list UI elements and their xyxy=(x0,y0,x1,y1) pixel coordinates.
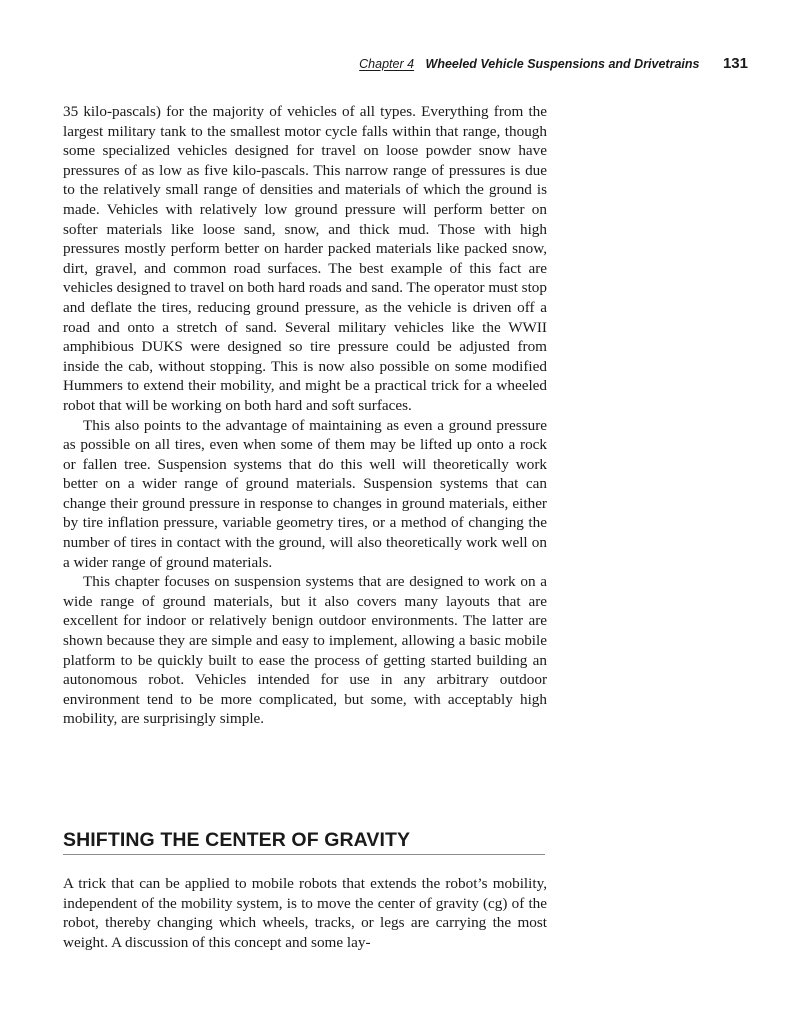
chapter-title: Wheeled Vehicle Suspensions and Drivetrains xyxy=(425,57,700,71)
paragraph-1: 35 kilo-pascals) for the majority of vehicles of all types. Everything from the largest military tank to the smallest motor cycle falls within that range, though some specialized vehicles designed for travel on loose powder snow have pressures of as low as five kilo-pascals. This narrow range of pressures is due to the relatively small range of densities and materials of which the ground is made. Vehicles with relatively low ground pressure will perform better on softer materials like loose sand, snow, and thick mud. Those with high pressures mostly perform better on harder packed materials like packed snow, dirt, gravel, and common road surfaces. The best example of this fact are vehicles designed to travel on both hard roads and sand. The operator must stop and deflate the tires, reducing ground pressure, as the vehicle is driven off a road and onto a stretch of sand. Several military vehicles like the WWII amphibious DUKS were designed so tire pressure could be adjusted from inside the cab, without stopping. This is now also possible on some modified Hummers to extend their mobility, and might be a practical trick for a wheeled robot that will be working on both hard and soft surfaces. xyxy=(63,103,547,414)
paragraph-2: This also points to the advantage of maintaining as even a ground pressure as possible on all tires, even when some of them may be lifted up onto a rock or fallen tree. Suspension systems that do this well will theoretically work better on a wider range of ground materials. Suspension systems that can change their ground pressure in response to changes in ground materials, either by tire inflation pressure, variable geometry tires, or a method of changing the number of tires in contact with the ground, will also theoretically work well on a wider range of ground materials. xyxy=(63,416,547,571)
chapter-label: Chapter 4 xyxy=(359,57,415,71)
running-header xyxy=(300,55,748,73)
page-number: 131 xyxy=(722,55,748,72)
main-text xyxy=(63,102,547,729)
paragraph-3: This chapter focuses on suspension systems that are designed to work on a wide range of ground materials, but it also covers many layouts that are excellent for indoor or relatively benign outdoor environments. The latter are shown because they are simple and easy to implement, allowing a basic mobile platform to be quickly built to ease the process of getting started building an autonomous robot. Vehicles intended for use in any arbitrary outdoor environment tend to be more complicated, but some, with acceptably high mobility, are surprisingly simple. xyxy=(63,573,547,728)
section-text xyxy=(63,874,547,952)
section-paragraph: A trick that can be applied to mobile robots that extends the robot’s mobility, independent of the mobility system, is to move the center of gravity (cg) of the robot, thereby changing which wheels, tracks, or legs are carrying the most weight. A discussion of this concept and some lay- xyxy=(63,875,547,951)
section-heading: SHIFTING THE CENTER OF GRAVITY xyxy=(63,828,545,855)
